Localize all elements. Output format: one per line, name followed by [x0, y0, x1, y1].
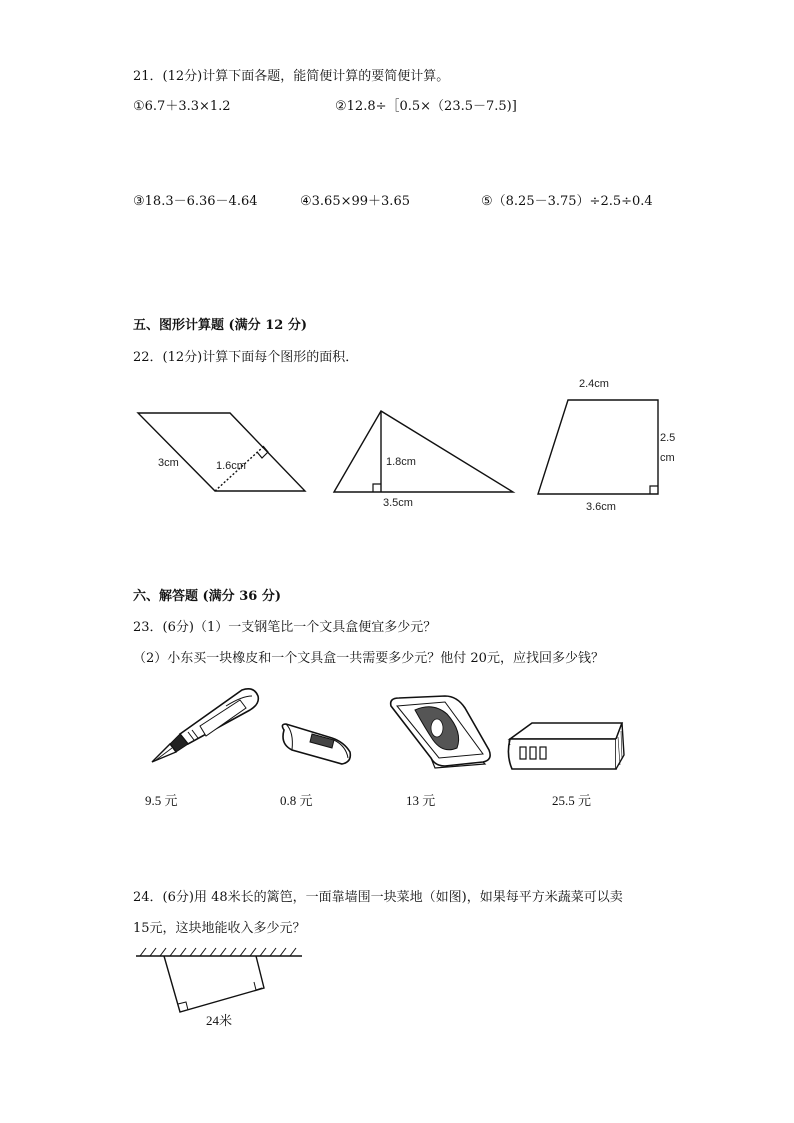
q21-item-5: ⑤（8.25－3.75）÷2.5÷0.4 [481, 194, 653, 209]
q23-line-1: 23．(6分)（1）一支钢笔比一个文具盒便宜多少元？ [133, 620, 437, 635]
wall-hatching [140, 948, 296, 956]
pencil-box-image [385, 692, 495, 772]
fence-length-label: 24米 [206, 1013, 233, 1028]
section5-heading: 五、图形计算题 (满分 12 分) [133, 318, 307, 333]
pen-image [142, 684, 264, 766]
eraser-price: 0.8 元 [280, 793, 313, 808]
trapezoid-bottom-label: 3.6cm [586, 501, 616, 513]
q21-item-4: ④3.65×99＋3.65 [300, 194, 410, 209]
q21-title: 21．(12分)计算下面各题，能简便计算的要简便计算。 [133, 69, 450, 84]
pen-price: 9.5 元 [145, 793, 178, 808]
trapezoid-figure [528, 372, 688, 520]
q22-title: 22．(12分)计算下面每个图形的面积． [133, 350, 359, 365]
parallelogram-height-label: 1.6cm [216, 460, 246, 472]
parallelogram-shape [138, 413, 305, 491]
parallelogram-figure [130, 405, 315, 500]
book-price: 25.5 元 [552, 793, 592, 808]
trapezoid-height-unit: cm [660, 452, 675, 464]
trapezoid-shape [538, 400, 658, 494]
parallelogram-side-label: 3cm [158, 457, 179, 469]
right-angle-mark [373, 484, 381, 492]
q24-line-1: 24．(6分)用 48米长的篱笆，一面靠墙围一块菜地（如图)，如果每平方米蔬菜可以卖 [133, 890, 623, 905]
book-image [504, 717, 628, 773]
section6-heading: 六、解答题 (满分 36 分) [133, 589, 281, 604]
triangle-shape [334, 411, 513, 492]
pencil-box-price: 13 元 [406, 793, 436, 808]
triangle-height-label: 1.8cm [386, 456, 416, 468]
triangle-figure [328, 405, 518, 513]
q23-line-2: （2）小东买一块橡皮和一个文具盒一共需要多少元？他付 20元，应找回多少钱？ [133, 651, 604, 666]
q21-item-3: ③18.3－6.36－4.64 [133, 194, 258, 209]
vegetable-plot-figure [134, 942, 306, 1032]
eraser-image [272, 718, 356, 770]
triangle-base-label: 3.5cm [383, 497, 413, 509]
q21-item-2: ②12.8÷［0.5×（23.5－7.5)] [335, 99, 517, 114]
q24-line-2: 15元，这块地能收入多少元？ [133, 921, 306, 936]
right-angle-mark [254, 982, 262, 990]
right-angle-mark [650, 486, 658, 494]
trapezoid-top-label: 2.4cm [579, 378, 609, 390]
q21-item-1: ①6.7＋3.3×1.2 [133, 99, 231, 114]
trapezoid-height-label: 2.5 [660, 432, 676, 444]
